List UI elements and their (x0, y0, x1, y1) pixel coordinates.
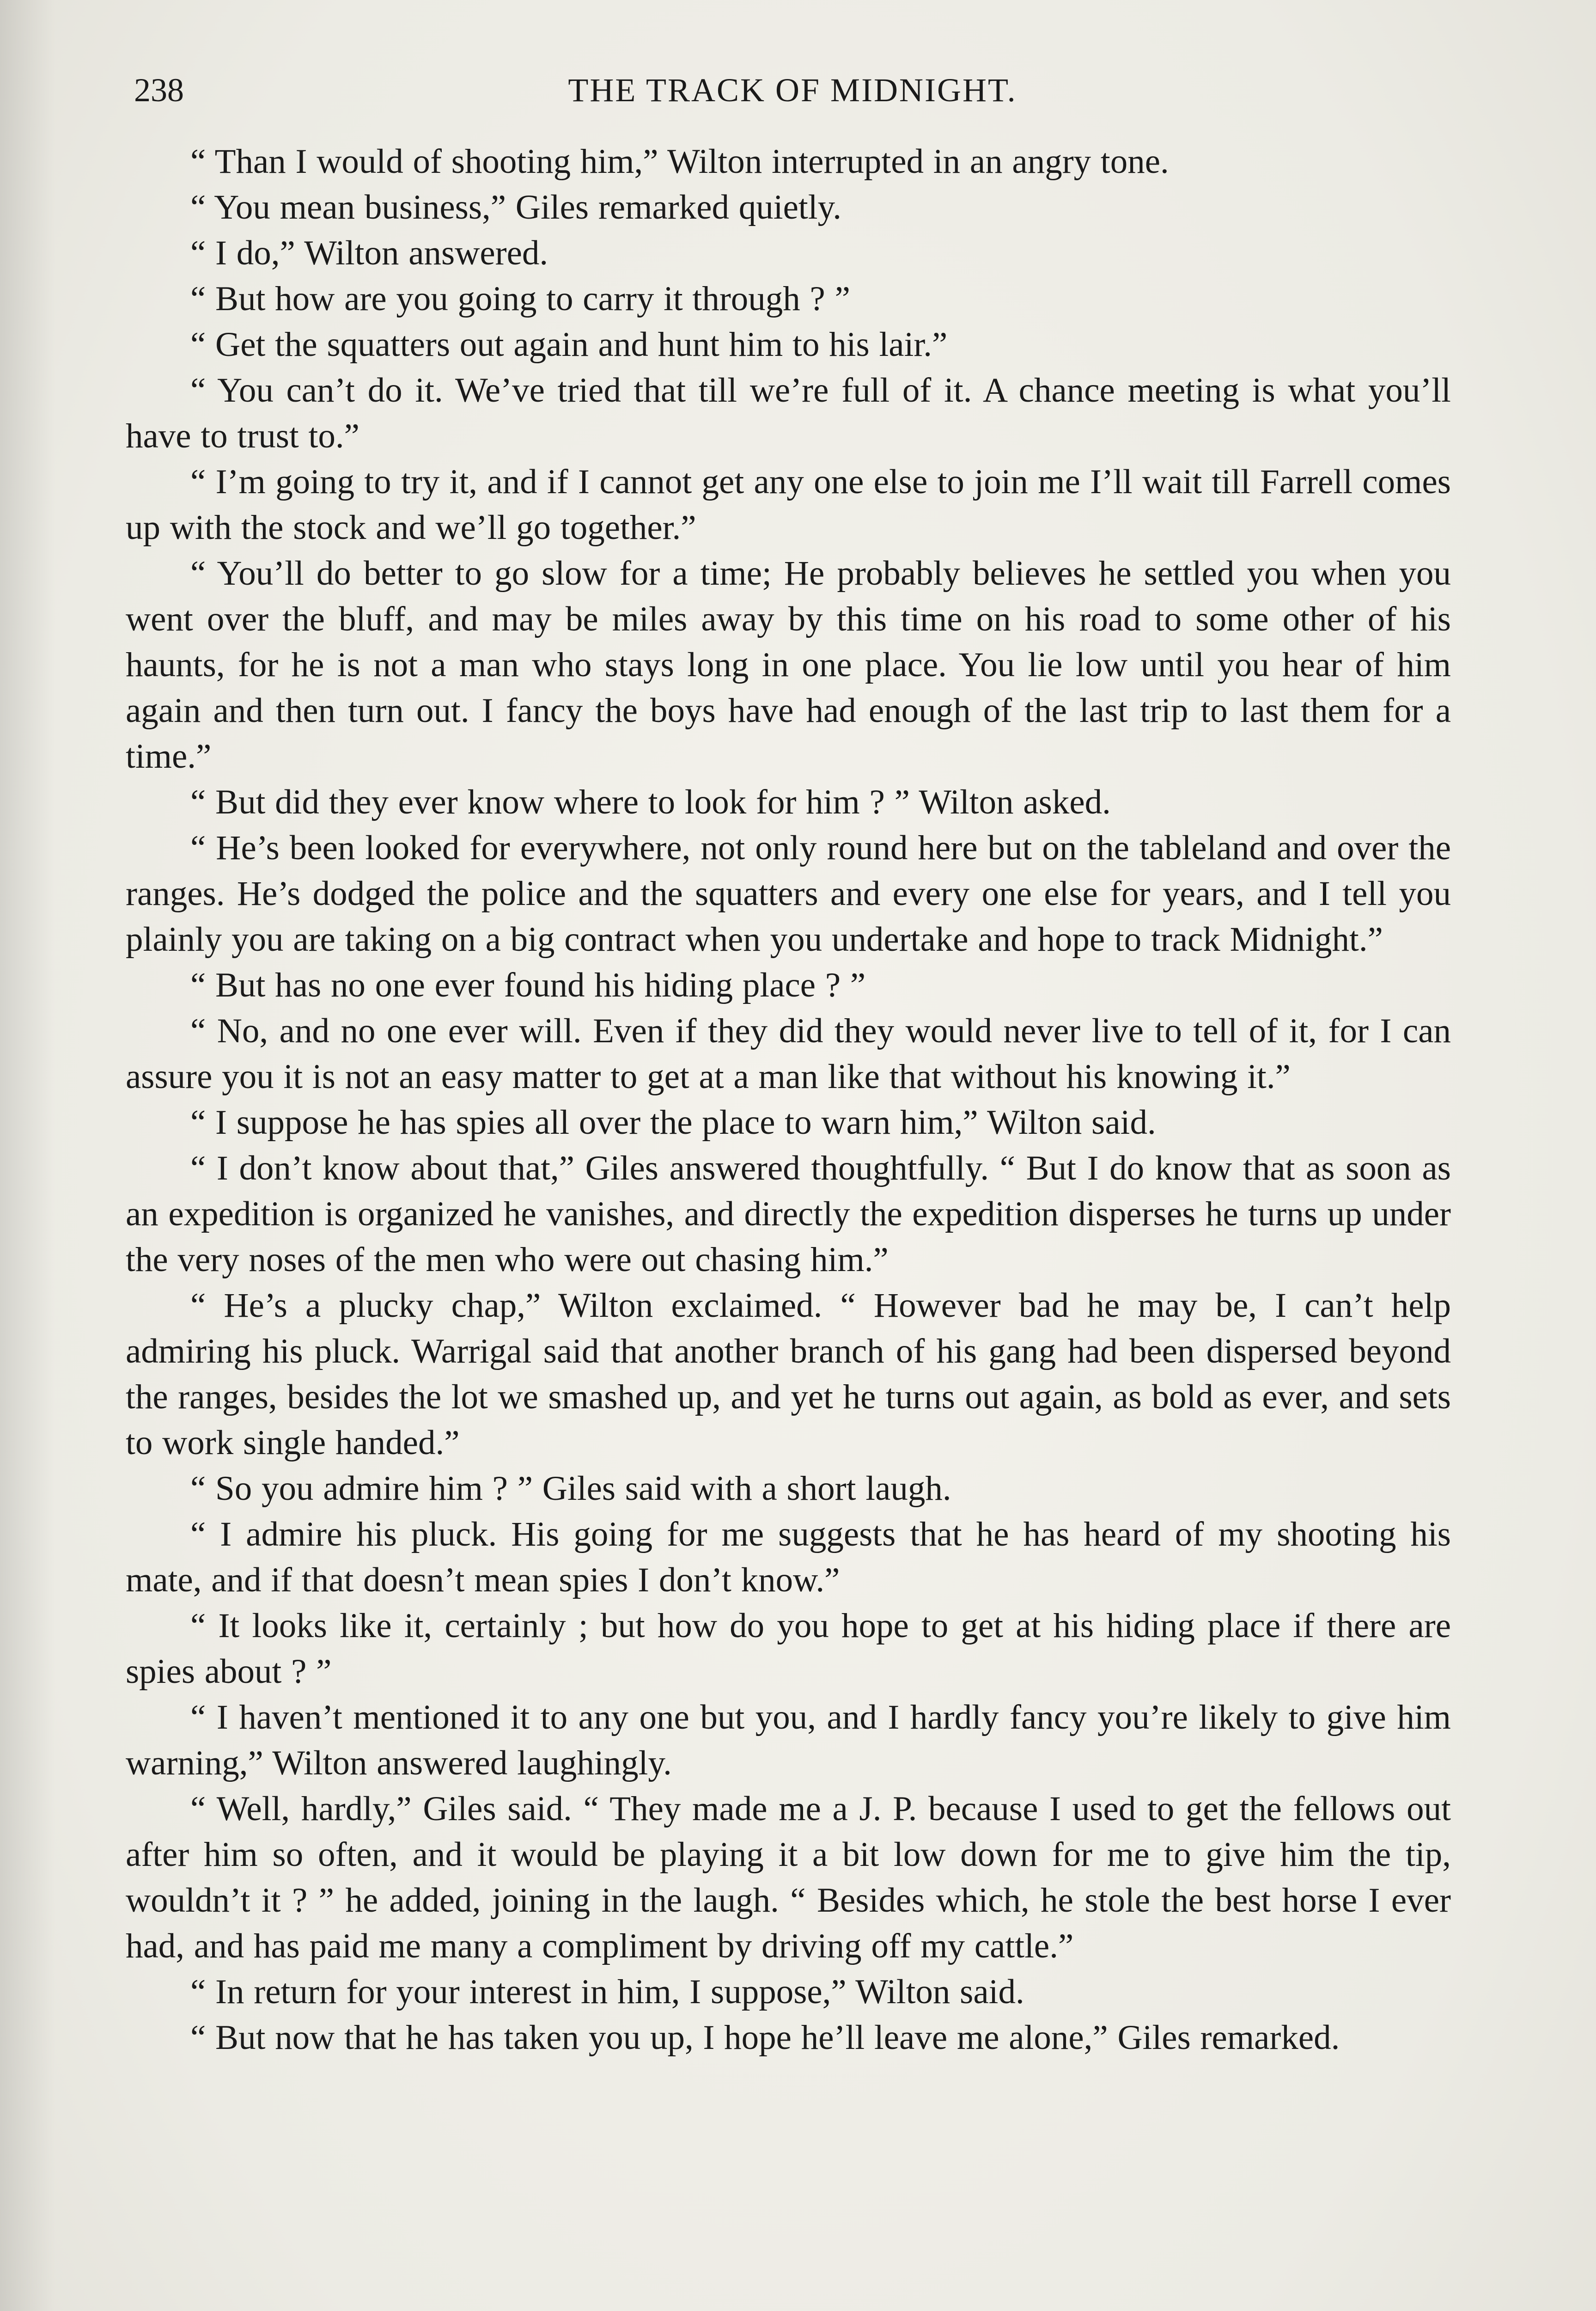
paragraph: “ He’s a plucky chap,” Wilton exclaimed. “ However bad he may be, I can’t help admiring his pluck. Warrigal said that another branch of his gang had been dispersed beyond the ranges, besides the lot we smashed up, and yet he turns out again, as bold as ever, and sets to work single handed.” (126, 1286, 1451, 1462)
paragraph: “ I admire his pluck. His going for me suggests that he has heard of my shooting his mate, and if that doesn’t mean spies I don’t know.” (126, 1515, 1451, 1599)
paragraph: “ But has no one ever found his hiding place ? ” (190, 966, 866, 1004)
paragraph: “ But now that he has taken you up, I hope he’ll leave me alone,” Giles remarked. (190, 2018, 1340, 2057)
paragraph: “ You can’t do it. We’ve tried that till we’re full of it. A chance meeting is what you’ll have to trust to.” (126, 371, 1451, 455)
paragraph: “ Get the squatters out again and hunt him to his lair.” (190, 325, 948, 364)
paragraph: “ Than I would of shooting him,” Wilton interrupted in an angry tone. (190, 142, 1169, 181)
body-text (126, 139, 1451, 2060)
paragraph: “ I don’t know about that,” Giles answered thoughtfully. “ But I do know that as soon as an expedition is organized he vanishes, and directly the expedition disperses he turns up under the very noses of the men who were out chasing him.” (126, 1149, 1451, 1279)
paragraph: “ But how are you going to carry it through ? ” (190, 280, 850, 318)
running-head (134, 69, 1451, 111)
paragraph: “ He’s been looked for everywhere, not only round here but on the tableland and over the ranges. He’s dodged the police and the squatters and every one else for years, and I tell you plainly you are taking on a big contract when you undertake and hope to track Midnight.” (126, 829, 1451, 959)
paragraph: “ You mean business,” Giles remarked quietly. (190, 188, 841, 226)
paragraph: “ In return for your interest in him, I suppose,” Wilton said. (190, 1973, 1024, 2011)
paragraph: “ You’ll do better to go slow for a time; He probably believes he settled you when you went over the bluff, and may be miles away by this time on his road to some other of his haunts, for he is not a man who stays long in one place. You lie low until you hear of him again and then turn out. I fancy the boys have had enough of the last trip to last them for a time.” (126, 554, 1451, 776)
paragraph: “ It looks like it, certainly ; but how do you hope to get at his hiding place if there are spies about ? ” (126, 1607, 1451, 1691)
paragraph: “ I’m going to try it, and if I cannot get any one else to join me I’ll wait till Farrell comes up with the stock and we’ll go together.” (126, 463, 1451, 547)
page-number: 238 (134, 72, 184, 109)
paragraph: “ No, and no one ever will. Even if they did they would never live to tell of it, for I can assure you it is not an easy matter to get at a man like that without his knowing it.” (126, 1012, 1451, 1096)
paragraph: “ I suppose he has spies all over the place to warn him,” Wilton said. (190, 1103, 1156, 1142)
paragraph: “ But did they ever know where to look for him ? ” Wilton asked. (190, 783, 1111, 821)
paragraph: “ I do,” Wilton answered. (190, 234, 548, 272)
paragraph: “ So you admire him ? ” Giles said with a short laugh. (190, 1469, 951, 1508)
running-title: THE TRACK OF MIDNIGHT. (568, 72, 1017, 109)
paragraph: “ I haven’t mentioned it to any one but you, and I hardly fancy you’re likely to give him warning,” Wilton answered laughingly. (126, 1698, 1451, 1782)
paragraph: “ Well, hardly,” Giles said. “ They made me a J. P. because I used to get the fellows out after him so often, and it would be playing it a bit low down for me to give him the tip, wouldn’t it ? ” he added, joining in the laugh. “ Besides which, he stole the best horse I ever had, and has paid me many a compliment by driving off my cattle.” (126, 1790, 1451, 1965)
